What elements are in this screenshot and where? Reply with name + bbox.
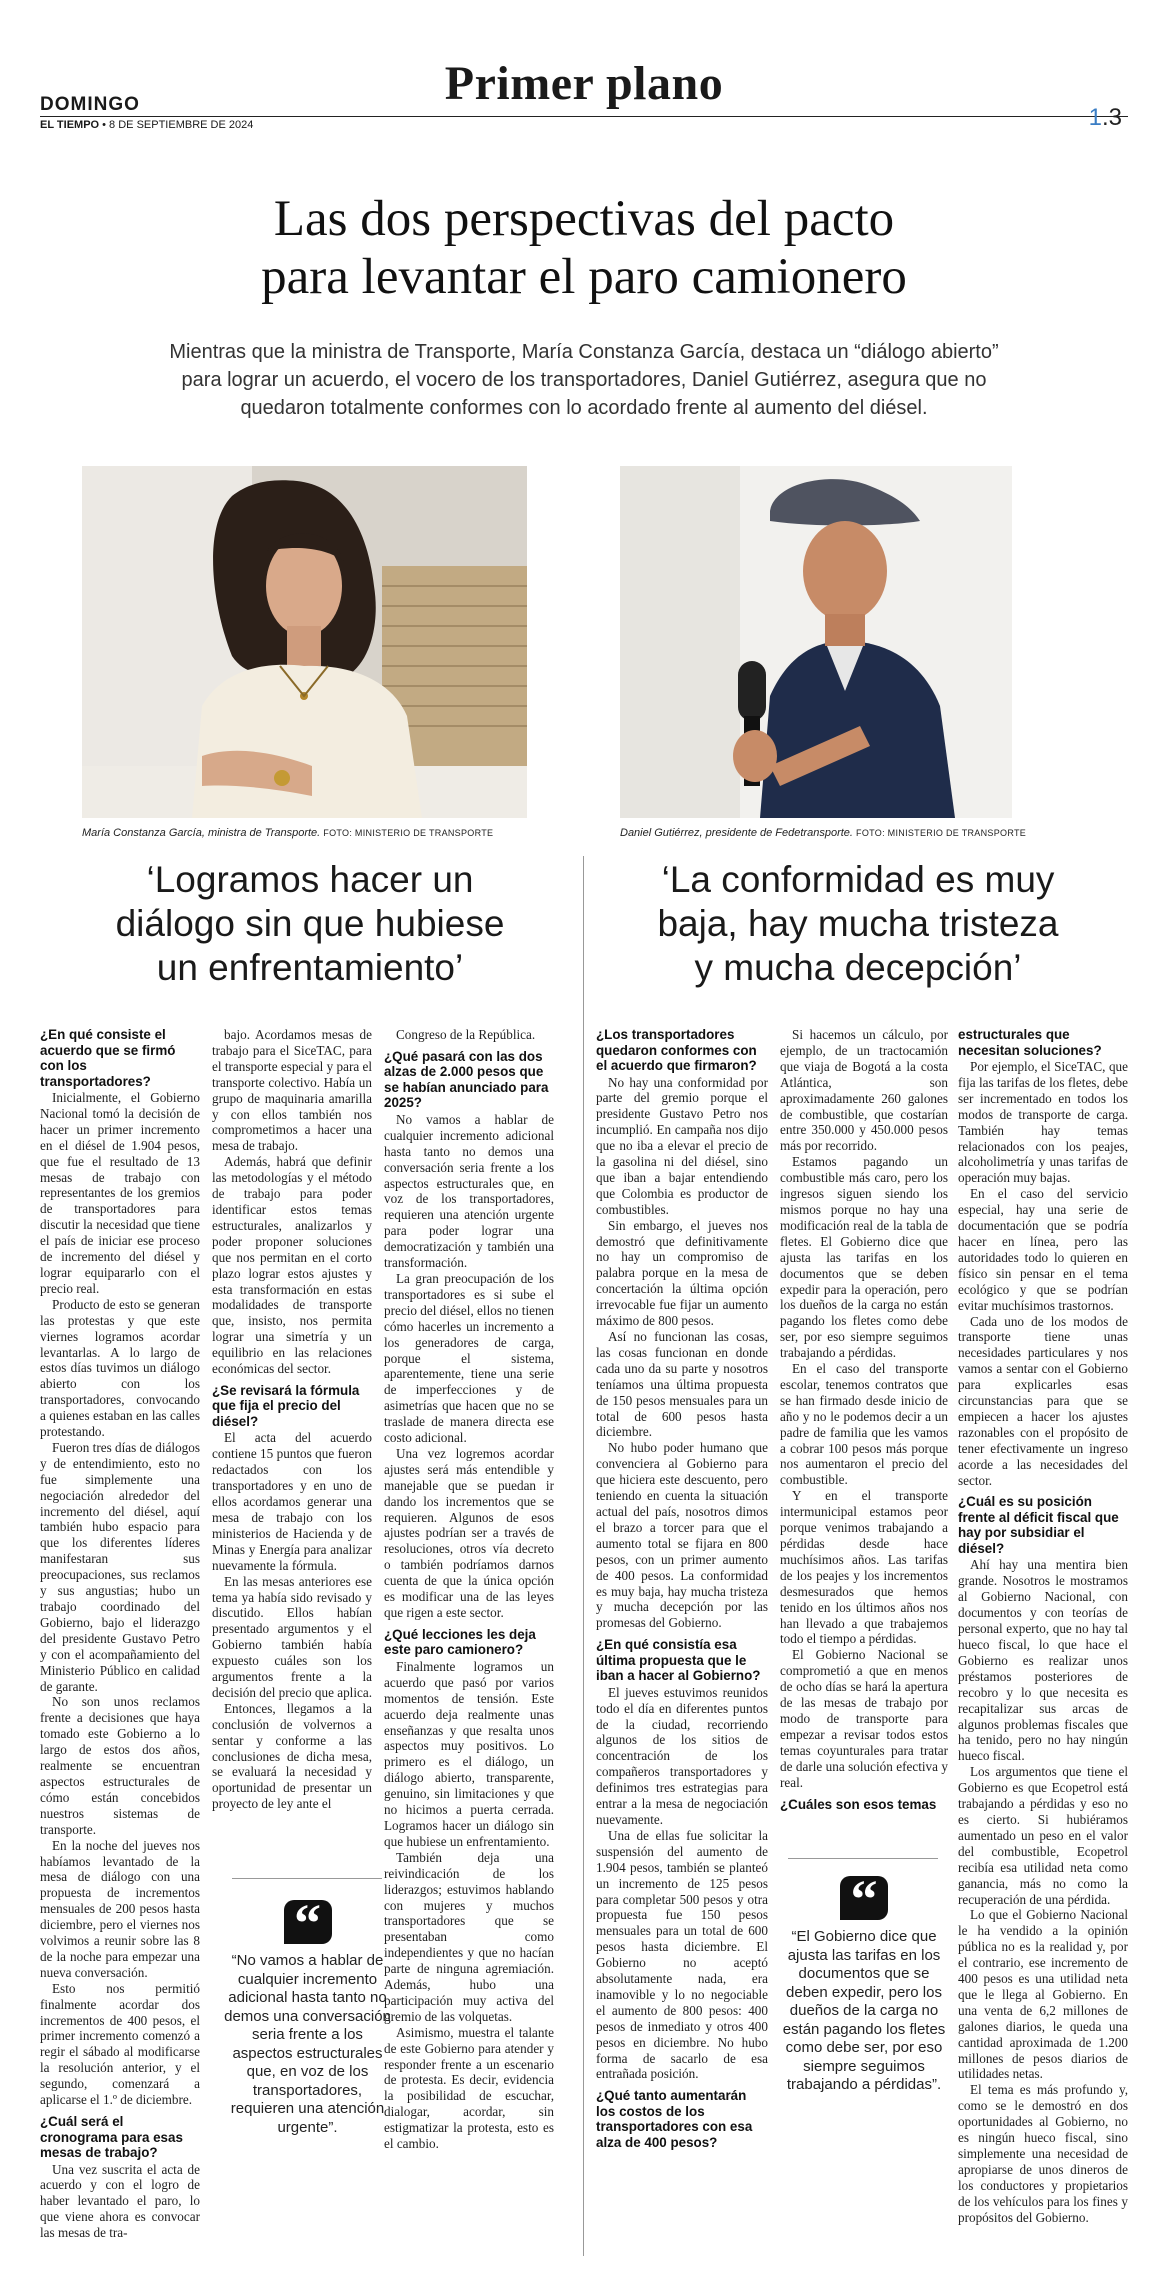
lede: Mientras que la ministra de Transporte, María Constanza García, destaca un “diálogo abierto” para lograr un acuerdo, el vocero de los transportadores, Daniel Gutiérrez, asegura que no quedaron totalmente conformes con lo acordado frente al aumento del diésel.	[169, 341, 999, 419]
answer-paragraph: En el caso del transporte escolar, tenemos contratos que se han firmado desde inicio de año y no le podemos decir a un padre de familia que les vamos a cobrar 100 pesos más porque nos aumentaron el precio del combustible.	[780, 1361, 948, 1488]
minister-caption	[82, 827, 542, 839]
question: ¿Qué pasará con las dos alzas de 2.000 pesos que se habían anunciado para 2025?	[384, 1048, 549, 1111]
answer-paragraph: No vamos a hablar de cualquier incremento adicional hasta tanto no demos una conversación seria frente a los aspectos estructurales que, en voz de los transportadores, requieren una atención urgente para poder lograr una democratización y también una transformación.	[384, 1111, 554, 1271]
spokesman-photo-art	[620, 466, 1012, 818]
page-number	[1089, 104, 1122, 132]
spokesman-pull-line-3: y mucha decepción’	[694, 947, 1022, 988]
minister-column-1	[40, 1027, 200, 2241]
question: ¿Cuál es su posición frente al déficit fiscal que hay por subsidiar el diésel?	[958, 1494, 1119, 1556]
question: ¿En qué consiste el acuerdo que se firmó con los transportadores?	[40, 1027, 176, 1089]
spokesman-column-2	[780, 1027, 948, 1813]
answer-paragraph: Sin embargo, el jueves nos demostró que definitivamente no hay un compromiso de palabra porque en la mesa de concertación la última opción irrevocable fue fijar un aumento máximo de 800 pesos.	[596, 1217, 768, 1329]
day-label: DOMINGO	[40, 94, 140, 115]
answer-paragraph: Cada uno de los modos de transporte tiene unas necesidades particulares y nos vamos a sentar con el Gobierno para explicarles esas circunstancias para que se empiecen a hacer los ajustes razonables con el propósito de tener efectivamente un ingreso acorde a las necesidades del sector.	[958, 1313, 1128, 1488]
answer-paragraph: Si hacemos un cálculo, por ejemplo, de un tractocamión que viaja de Bogotá a la costa Atlántica, son aproximadamente 260 galones de combustible, que costarían entre 350.000 y 450.000 pesos más por recorrido.	[780, 1027, 948, 1154]
answer-paragraph: Esto nos permitió finalmente acordar dos incrementos de 400 pesos, el primer incremento comenzó a regir el sábado al modificarse la resolución anterior, y el segundo, comenzará a aplicarse el 1.º de diciembre.	[40, 1980, 200, 2108]
answer-paragraph: Además, habrá que definir las metodologías y el método de trabajo para poder identificar estos temas estructurales, analizarlos y poder proponer soluciones que nos permitan en el corto plazo lograr estos ajustes y esta transformación en estas modalidades de transporte que, insisto, nos permita lograr una simetría y un equilibrio en las relaciones económicas del sector.	[212, 1154, 372, 1377]
answer-paragraph: En el caso del servicio especial, hay una serie de documentación que se podría hacer en línea, pero las autoridades todo lo quieren en físico sin pensar en el tema ecológico y que se podrían evitar muchísimos trastornos.	[958, 1186, 1128, 1313]
answer-paragraph: Ahí hay una mentira bien grande. Nosotros le mostramos al Gobierno Nacional, con documentos y con teorías de personal experto, que no hay tal hueco fiscal, lo que hace el Gobierno es realizar unos préstamos posteriores de recobro y lo que necesita es recapitalizar sus arcas de algunos problemas fiscales que ha tenido, pero no hay ningún hueco fiscal.	[958, 1557, 1128, 1764]
spokesman-caption-text: Daniel Gutiérrez, presidente de Fedetransporte.	[620, 827, 853, 839]
spokesman-photo-credit: FOTO: MINISTERIO DE TRANSPORTE	[856, 828, 1027, 838]
minister-quote-text: “No vamos a hablar de cualquier incremento adicional hasta tanto no demos una conversación seria frente a los aspectos estructurales que, en voz de los transportadores, requieren una atención urgente”.	[224, 1952, 391, 2136]
spokesman-photo	[620, 466, 1012, 818]
question: ¿Qué lecciones les deja este paro camionero?	[384, 1626, 536, 1658]
answer-paragraph: Una de ellas fue solicitar la suspensión del aumento de 1.904 pesos, también se planteó un incremento de 125 pesos para completar 500 pesos y otra propuesta fue 150 pesos mensuales para un total de 600 pesos hasta diciembre. El Gobierno no aceptó absolutamente nada, era inamovible y lo no negociable el aumento de 800 pesos: 400 pesos de inmediato y otros 400 pesos en diciembre. No hubo forma de sacarlo de esa entrañada posición.	[596, 1827, 768, 2082]
question: ¿Cuál será el cronograma para esas mesas de trabajo?	[40, 2114, 183, 2160]
answer-paragraph: El tema es más profundo y, como se le demostró en dos oportunidades al Gobierno, no es ningún hueco fiscal, sino simplemente una necesidad de apropiarse de unos dineros de los conductores y propietarios de los vehículos para los fines y propósitos del Gobierno.	[958, 2082, 1128, 2225]
question: ¿Los transportadores quedaron conformes con el acuerdo que firmaron?	[596, 1027, 757, 1073]
answer-paragraph: Los argumentos que tiene el Gobierno es que Ecopetrol está trabajando a pérdidas y eso no es cierto. Si hubiéramos aumentado un peso en el valor del combustible, Ecopetrol recibía esa utilidad neta como ganancia, más no como la recuperación de una pérdida.	[958, 1764, 1128, 1907]
answer-paragraph: Una vez suscrita el acta de acuerdo y con el logro de haber levantado el paro, lo que viene ahora es convocar las mesas de tra-	[40, 2161, 200, 2241]
minister-pull-line-3: un enfrentamiento’	[156, 947, 464, 988]
minister-quote-box	[220, 1893, 395, 2137]
answer-paragraph: Una vez logremos acordar ajustes será más entendible y manejable que se puedan ir dando los incrementos que se requieren. Algunos de esos ajustes podrían ser a través de resoluciones, otros vía decreto o también podríamos darnos cuenta de que la única opción es modificar una de las leyes que rigen a este sector.	[384, 1445, 554, 1620]
headline-line-1: Las dos perspectivas del pacto	[273, 191, 895, 247]
answer-paragraph: No hubo poder humano que convenciera al Gobierno para que hiciera este descuento, pero teniendo en cuenta la situación actual del país, nosotros dimos el brazo a torcer para que el aumento total se fijara en 800 pesos, con un primer aumento de 400 pesos. La conformidad es muy baja, hay mucha tristeza y mucha decepción por las promesas del Gobierno.	[596, 1440, 768, 1631]
answer-paragraph: También deja una reivindicación de los liderazgos; estuvimos hablando con mujeres y muchos transportadores que se presentaban como independientes y que no hacían parte de ninguna agremiación. Además, hubo una participación muy activa del gremio de las volquetas.	[384, 1849, 554, 2024]
answer-paragraph: Y en el transporte intermunicipal estamos peor porque venimos trabajando a pérdidas desde hace muchísimos años. Las tarifas de los peajes y los incrementos desmesurados que hemos tenido en los últimos años nos han llevado a que trabajemos todo el tiempo a pérdidas.	[780, 1488, 948, 1647]
spokesman-pull-line-2: baja, hay mucha tristeza	[657, 903, 1059, 944]
spokesman-column-1	[596, 1027, 768, 2151]
headline-line-2: para levantar el paro camionero	[261, 249, 907, 305]
headline	[0, 190, 1168, 306]
minister-pull-line-2: diálogo sin que hubiese	[115, 903, 505, 944]
answer-paragraph: Fueron tres días de diálogos y de entendimiento, esto no fue simplemente una negociación alrededor del incremento del diésel, aquí también hubo espacio para que los diferentes líderes manifestaran sus preocupaciones, sus reclamos y sus angustias; hubo un trabajo coordinado del Gobierno, bajo el liderazgo del presidente Gustavo Petro y con el acompañamiento del Ministerio Público en calidad de garante.	[40, 1439, 200, 1694]
answer-paragraph: En la noche del jueves nos habíamos levantado de la mesa de diálogo con una propuesta de incrementos mensuales de 200 pesos hasta diciembre, pero el viernes nos volvimos a reunir sobre las 8 de la noche para empezar una nueva conversación.	[40, 1837, 200, 1980]
question: ¿En qué consistía esa última propuesta que le iban a hacer al Gobierno?	[596, 1637, 761, 1684]
answer-paragraph: Entonces, llegamos a la conclusión de volvernos a sentar y conforme a las conclusiones de dicha mesa, se evaluará la necesidad y oportunidad de presentar un proyecto de ley ante el	[212, 1700, 372, 1812]
answer-paragraph: Estamos pagando un combustible más caro, pero los ingresos siguen siendo los mismos porque no hay una modificación real de la tabla de fletes. El Gobierno dice que ajusta las tarifas en los documentos que se deben expedir para la operación, pero los dueños de la carga no están pagando los fletes como debe ser, por eso siempre seguimos trabajando a pérdidas.	[780, 1154, 948, 1361]
question: estructurales que necesitan soluciones?	[958, 1027, 1102, 1058]
spokesman-caption	[620, 827, 1080, 839]
question: ¿Qué tanto aumentarán los costos de los transportadores con esa alza de 400 pesos?	[596, 2088, 753, 2150]
masthead-rule	[40, 116, 1128, 117]
spokesman-quote-rule-top	[788, 1858, 938, 1859]
minister-caption-text: María Constanza García, ministra de Transporte.	[82, 827, 321, 839]
answer-paragraph: El Gobierno Nacional se comprometió a que en menos de ocho días se hará la apertura de las mesas de trabajo por modo de transporte para empezar a revisar todos estos temas coyunturales para tratar de darle una solución efectiva y real.	[780, 1647, 948, 1790]
quote-marks-icon: “	[840, 1876, 888, 1920]
spokesman-quote-text: “El Gobierno dice que ajusta las tarifas en los documentos que se deben expedir, pero los dueños de la carga no están pagando los fletes como debe ser, por eso siempre seguimos trabajando a pérdidas”.	[782, 1928, 946, 2093]
minister-photo-art	[82, 466, 527, 818]
answer-paragraph: Inicialmente, el Gobierno Nacional tomó la decisión de hacer un primer incremento en el diésel de 1.904 pesos, que fue el resultado de 13 mesas de trabajo con representantes de los gremios de transportadores para discutir la necesidad que tiene el país de iniciar ese proceso de incremento del diésel y lograr equipararlo con el precio real.	[40, 1090, 200, 1296]
minister-photo-credit: FOTO: MINISTERIO DE TRANSPORTE	[323, 828, 494, 838]
answer-paragraph: Finalmente logramos un acuerdo que pasó por varios momentos de tensión. Este acuerdo deja realmente unas enseñanzas y que resalta unos aspectos muy positivos. Lo primero es el diálogo, un diálogo abierto, transparente, genuino, sin limitaciones y que no hicimos a puerta cerrada. Logramos hacer un diálogo sin que hubiese un enfrentamiento.	[384, 1658, 554, 1849]
spokesman-column-3	[958, 1027, 1128, 2226]
page-number-accent: 1	[1088, 104, 1102, 131]
answer-paragraph: Asimismo, muestra el talante de este Gobierno para atender y responder frente a un escenario de protesta. Es decir, evidencia la posibilidad de escuchar, dialogar, acordar, sin estigmatizar la protesta, esto es el cambio.	[384, 2024, 554, 2152]
minister-column-3	[384, 1027, 554, 2152]
issue-date: • 8 DE SEPTIEMBRE DE 2024	[99, 119, 254, 131]
minister-pull-line-1: ‘Logramos hacer un	[146, 859, 474, 900]
answer-paragraph: bajo. Acordamos mesas de trabajo para el SiceTAC, para el transporte especial y para el transporte colectivo. Había un grupo de maquinaria amarilla y con ellos también nos comprometimos a hacer una mesa de trabajo.	[212, 1027, 373, 1154]
answer-paragraph: No son unos reclamos frente a decisiones que haya tomado este Gobierno a lo largo de estos dos años, realmente se encuentran aspectos estructurales de cómo están concebidos nuestros sistemas de transporte.	[40, 1694, 200, 1837]
answer-paragraph: Por ejemplo, el SiceTAC, que fija las tarifas de los fletes, debe ser incrementado en todos los modos de transporte de carga. También hay temas relacionados con los peajes, alcoholimetría y unas tarifas de operación muy bajas.	[958, 1059, 1128, 1186]
answer-paragraph: Producto de esto se generan las protestas y que este viernes logramos acordar levantarlas. A lo largo de estos días tuvimos un diálogo abierto con los transportadores, convocando a quienes estaban en las calles protestando.	[40, 1296, 200, 1440]
section-title: Primer plano	[444, 57, 724, 110]
answer-paragraph: Así no funcionan las cosas, las cosas funcionan en donde cada uno da su parte y nosotros teníamos una última propuesta de 150 pesos mensuales para un total de 600 pesos hasta diciembre.	[596, 1329, 768, 1440]
answer-paragraph: No hay una conformidad por parte del gremio porque el presidente Gustavo Petro nos incumplió. En campaña nos dijo que no iba a elevar el precio de la gasolina ni del diésel, sino que iban a bajar entendiendo que Colombia es productor de combustibles.	[596, 1074, 768, 1217]
minister-photo	[82, 466, 527, 818]
answer-paragraph: Lo que el Gobierno Nacional le ha vendido a la opinión pública no es la realidad y, por el contrario, ese incremento de 400 pesos es una utilidad neta que le llega al Gobierno. En una venta de 6,2 millones de galones diarios, le queda una cantidad aproximada de 1.200 millones de pesos diarios de utilidades netas.	[958, 1907, 1128, 2082]
answer-paragraph: Congreso de la República.	[396, 1027, 536, 1042]
page-number-rest: .3	[1101, 104, 1122, 131]
question: ¿Se revisará la fórmula que fija el precio del diésel?	[212, 1382, 360, 1429]
spokesman-pull-quote	[588, 858, 1128, 990]
date-line	[40, 119, 253, 131]
answer-paragraph: El acta del acuerdo contiene 15 puntos que fueron redactados con los transportadores y en uno de ellos acordamos generar una mesa de trabajo con los ministerios de Hacienda y de Minas y Energía para analizar nuevamente la fórmula.	[212, 1430, 372, 1573]
answer-paragraph: En las mesas anteriores ese tema ya había sido revisado y discutido. Ellos habían presentado argumentos y el Gobierno también había expuesto cuáles son los argumentos frente a la decisión del precio que aplica.	[212, 1573, 373, 1700]
question: ¿Cuáles son esos temas	[780, 1796, 937, 1812]
paper-name: EL TIEMPO	[40, 119, 100, 131]
spokesman-pull-line-1: ‘La conformidad es muy	[661, 859, 1055, 900]
quote-marks-icon: “	[284, 1900, 332, 1944]
minister-column-2	[212, 1027, 372, 1812]
center-divider	[583, 856, 584, 2256]
answer-paragraph: La gran preocupación de los transportadores es si sube el precio del diésel, ellos no tienen cómo hacerles un incremento a los generadores de carga, porque el sistema, aparentemente, tiene una serie de imperfecciones y de asimetrías que hacen que no se traslade de manera directa ese costo adicional.	[384, 1270, 554, 1446]
minister-quote-rule-top	[232, 1878, 382, 1879]
minister-pull-quote	[40, 858, 580, 990]
spokesman-quote-box	[780, 1869, 948, 2095]
answer-paragraph: El jueves estuvimos reunidos todo el día en diferentes puntos de la ciudad, recorriendo algunos de los sitios de concentración de los compañeros transportadores y definimos tres estrategias para entrar a la mesa de negociación nuevamente.	[596, 1684, 768, 1827]
